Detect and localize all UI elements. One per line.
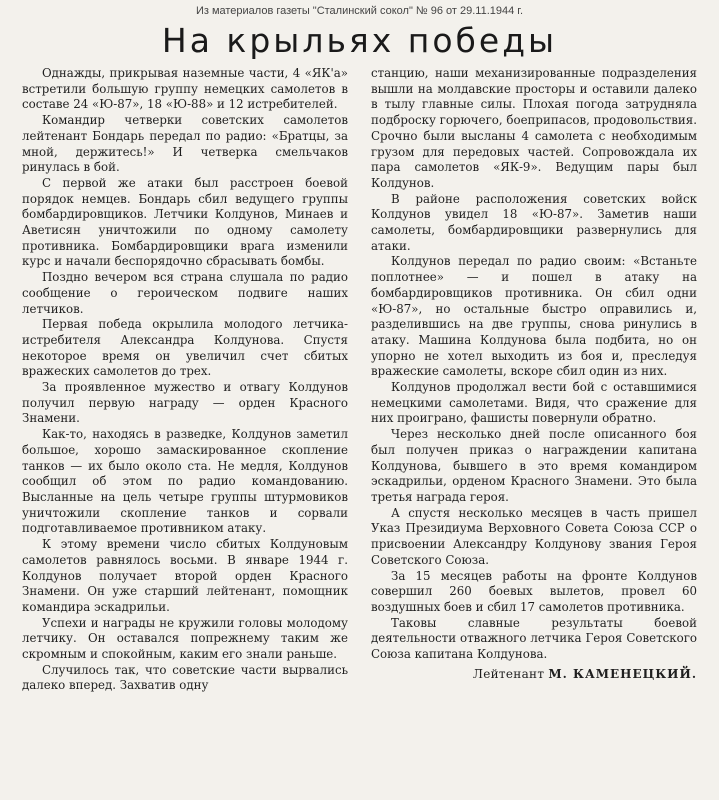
paragraph: А спустя несколько месяцев в часть пришел Указ Президиума Верховного Совета Союза ССР о присвоении Александру Колдунову звания Героя Советского Союза. [371,505,697,567]
source-line: Из материалов газеты "Сталинский сокол" № 96 от 29.11.1944 г. [195,5,524,17]
paragraph: В районе расположения советских войск Колдунов увидел 18 «Ю-87». Заметив наши самолеты, бомбардировщики развернулись для атаки. [371,191,697,253]
paragraph: Поздно вечером вся страна слушала по радио сообщение о героическом подвиге наших летчиков. [22,270,348,316]
paragraph: За проявленное мужество и отвагу Колдунов получил первую награду — орден Красного Знамени. [22,380,348,426]
paragraph: Через несколько дней после описанного боя был получен приказ о награждении капитана Колдунова, бывшего в это время командиром эскадрильи, орденом Красного Знамени. Это была третья награда героя. [371,427,697,504]
paragraph: Таковы славные результаты боевой деятельности отважного летчика Героя Советского Союза капитана Колдунова. [371,615,697,662]
paragraph: Как-то, находясь в разведке, Колдунов заметил большое, хорошо замаскированное скопление танков — их было около ста. Не медля, Колдунов сообщил об этом по радио командованию. Высланные на цель четыре группы штурмовиков уничтожили скопление танков и сорвали подготавливаемое противником атаку. [22,427,348,536]
left-column [22,66,348,694]
article-headline: На крыльях победы [161,21,558,60]
paragraph: С первой же атаки был расстроен боевой порядок немцев. Бондарь сбил ведущего группы бомбардировщиков. Летчики Колдунов, Минаев и Аветисян уничтожили по одному самолету противника. Бомбардировщики врага изменили курс и начали беспорядочно сбрасывать бомбы. [22,175,348,269]
author-rank: Лейтенант [472,666,545,681]
paragraph: Командир четверки советских самолетов лейтенант Бондарь передал по радио: «Братцы, за мной, держитесь!» И четверка смельчаков ринулась в бой. [22,113,348,175]
paragraph: Случилось так, что советские части вырвались далеко вперед. Захватив одну [22,662,348,693]
paragraph: Однажды, прикрывая наземные части, 4 «ЯК'а» встретили большую группу немецких самолетов в составе 24 «Ю-87», 18 «Ю-88» и 12 истребителей. [22,66,348,112]
paragraph: Колдунов передал по радио своим: «Встаньте поплотнее» — и пошел в атаку на бомбардировщиков противника. Он сбил одни «Ю-87», но остальные быстро оправились и, разделившись на две группы, снова ринулись в атаку. Машина Колдунова была подбита, но он упорно не хотел выходить из боя и, преследуя вражеские самолеты, вскоре сбил один из них. [371,254,697,379]
author-signature [371,667,697,683]
right-column [371,66,697,694]
paragraph: Колдунов продолжал вести бой с оставшимися немецкими самолетами. Видя, что сражение для них проиграно, фашисты повернули обратно. [371,380,697,426]
paragraph-continuation: станцию, наши механизированные подразделения вышли на молдавские просторы и оставили далеко в тылу главные силы. Плохая погода затрудняла подброску горючего, боеприпасов, продовольствия. Срочно были высланы 4 самолета с необходимым грузом для передовых частей. Сопровождала их пара самолетов «ЯК-9». Ведущим пары был Колдунов. [371,66,697,190]
paragraph: За 15 месяцев работы на фронте Колдунов совершил 260 боевых вылетов, провел 60 воздушных боев и сбил 17 самолетов противника. [371,568,697,614]
paragraph: К этому времени число сбитых Колдуновым самолетов равнялось восьми. В январе 1944 г. Колдунов получает второй орден Красного Знамени. Он уже старший лейтенант, помощник командира эскадрильи. [22,537,348,614]
article-body [22,66,697,694]
author-name: М. КАМЕНЕЦКИЙ. [548,666,697,681]
paragraph: Успехи и награды не кружили головы молодому летчику. Он оставался попрежнему таким же скромным и спокойным, каким его знали раньше. [22,615,348,662]
paragraph: Первая победа окрылила молодого летчика-истребителя Александра Колдунова. Спустя некоторое время он увеличил счет сбитых вражеских самолетов до трех. [22,317,348,379]
